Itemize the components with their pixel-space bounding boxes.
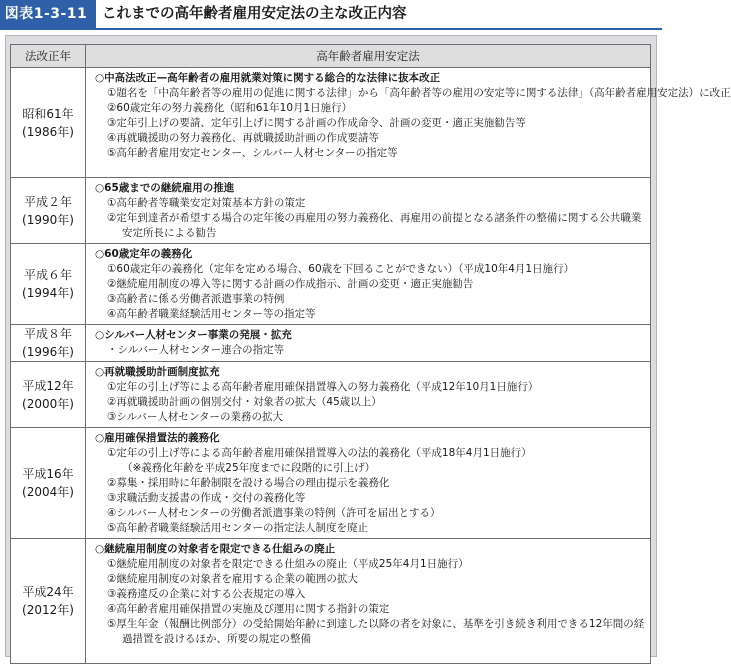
column-header-law: 高年齢者雇用安定法 [86, 45, 651, 68]
year-cell [11, 362, 86, 428]
amendment-content [86, 362, 651, 428]
table-row [11, 362, 651, 428]
table-row [11, 244, 651, 325]
amendment-item: ②定年到達者が希望する場合の定年後の再雇用の努力義務化、再雇用の前提となる諸条件の整備に関する公共職業安定所長による勧告 [107, 212, 642, 239]
western-year: (2004年) [22, 485, 74, 499]
figure-header [0, 0, 662, 28]
amendment-item: ③シルバー人材センターの業務の拡大 [107, 411, 283, 423]
amendment-heading: ○継続雇用制度の対象者を限定できる仕組みの廃止 [95, 543, 336, 555]
figure-title: これまでの高年齢者雇用安定法の主な改正内容 [102, 6, 407, 22]
amendment-item: ①定年の引上げ等による高年齢者雇用確保措置導入の法的義務化（平成18年4月1日施行） [107, 447, 532, 459]
amendment-item: ②継続雇用制度の導入等に関する計画の作成指示、計画の変更・適正実施勧告 [107, 278, 474, 290]
era-year: 昭和61年 [22, 106, 74, 121]
western-year: (1994年) [22, 286, 74, 300]
amendment-item: ②60歳定年の努力義務化（昭和61年10月1日施行） [107, 102, 353, 114]
amendment-item: ④再就職援助の努力義務化、再就職援助計画の作成要請等 [107, 132, 379, 144]
amendment-item: ①定年の引上げ等による高年齢者雇用確保措置導入の努力義務化（平成12年10月1日施行） [107, 381, 539, 393]
era-year: 平成６年 [23, 268, 72, 282]
western-year: (1996年) [22, 345, 74, 359]
amendment-heading: ○60歳定年の義務化 [95, 248, 193, 260]
era-year: 平成２年 [23, 194, 72, 209]
era-year: 平成24年 [22, 585, 74, 599]
amendment-heading: ○雇用確保措置法的義務化 [95, 432, 220, 444]
amendment-item: ①高年齢者等職業安定対策基本方針の策定 [107, 197, 306, 209]
amendment-item: ③義務違反の企業に対する公表規定の導入 [107, 588, 306, 600]
amendment-item: ⑤高年齢者雇用安定センター、シルバー人材センターの指定等 [107, 147, 398, 159]
amendment-heading: ○65歳までの継続雇用の推進 [95, 182, 235, 194]
amendment-content [86, 325, 651, 362]
amendment-note: （※義務化年齢を平成25年度までに段階的に引上げ） [122, 462, 376, 474]
year-cell [11, 539, 86, 664]
table-row [11, 68, 651, 178]
year-cell [11, 428, 86, 539]
western-year: (1986年) [22, 124, 74, 139]
amendment-content [86, 68, 731, 178]
table-row [11, 178, 651, 244]
amendment-item: ③高齢者に係る労働者派遣事業の特例 [107, 293, 285, 305]
amendment-item: ④シルバー人材センターの労働者派遣事業の特例（許可を届出とする） [107, 507, 441, 519]
amendment-item: ①60歳定年の義務化（定年を定める場合、60歳を下回ることができない）（平成10年4月1日施行） [107, 263, 575, 275]
amendment-content [86, 428, 651, 539]
amendment-heading: ○再就職援助計画制度拡充 [95, 366, 220, 378]
header-rule [0, 28, 662, 30]
western-year: (2012年) [22, 603, 74, 617]
amendment-item: ②継続雇用制度の対象者を雇用する企業の範囲の拡大 [107, 573, 358, 585]
amendment-heading: ○中高法改正—高年齢者の雇用就業対策に関する総合的な法律に抜本改正 [95, 72, 441, 84]
amendment-item: ①継続雇用制度の対象者を限定できる仕組みの廃止（平成25年4月1日施行） [107, 558, 469, 570]
amendment-item: ②募集・採用時に年齢制限を設ける場合の理由提示を義務化 [107, 477, 390, 489]
amendment-item: ③求職活動支援書の作成・交付の義務化等 [107, 492, 306, 504]
year-cell [11, 244, 86, 325]
era-year: 平成16年 [22, 467, 74, 481]
table-row [11, 428, 651, 539]
amendment-item: ②再就職援助計画の個別交付・対象者の拡大（45歳以上） [107, 396, 382, 408]
amendment-item: ⑤高年齢者職業経験活用センターの指定法人制度を廃止 [107, 522, 368, 534]
amendment-item: ④高年齢者雇用確保措置の実施及び運用に関する指針の策定 [107, 603, 390, 615]
table-row [11, 325, 651, 362]
amendment-item: ③定年引上げの要請、定年引上げに関する計画の作成命令、計画の変更・適正実施勧告等 [107, 117, 526, 129]
amendment-item: ・シルバー人材センター連合の指定等 [107, 344, 285, 356]
amendment-content [86, 539, 651, 664]
western-year: (1990年) [22, 212, 74, 227]
year-cell [11, 325, 86, 362]
western-year: (2000年) [22, 396, 74, 411]
table-header-row [11, 45, 651, 68]
amendment-content [86, 178, 651, 244]
amendment-heading: ○シルバー人材センター事業の発展・拡充 [95, 329, 292, 341]
amendment-item: ⑤厚生年金（報酬比例部分）の受給開始年齢に到達した以降の者を対象に、基準を引き続き利用できる12年間の経過措置を設けるほか、所要の規定の整備 [107, 618, 645, 645]
law-amendment-table [10, 44, 731, 664]
amendment-item: ①題名を「中高年齢者等の雇用の促進に関する法律」から「高年齢者等の雇用の安定等に関する法律」（高年齢者雇用安定法）に改正 [107, 87, 731, 99]
year-cell [11, 68, 86, 178]
column-header-year: 法改正年 [11, 45, 86, 68]
era-year: 平成８年 [23, 327, 72, 341]
figure-label: 図表1-3-11 [0, 0, 96, 28]
table-row [11, 539, 651, 664]
amendment-content [86, 244, 651, 325]
year-cell [11, 178, 86, 244]
amendment-item: ④高年齢者職業経験活用センター等の指定等 [107, 308, 316, 320]
era-year: 平成12年 [22, 378, 74, 393]
